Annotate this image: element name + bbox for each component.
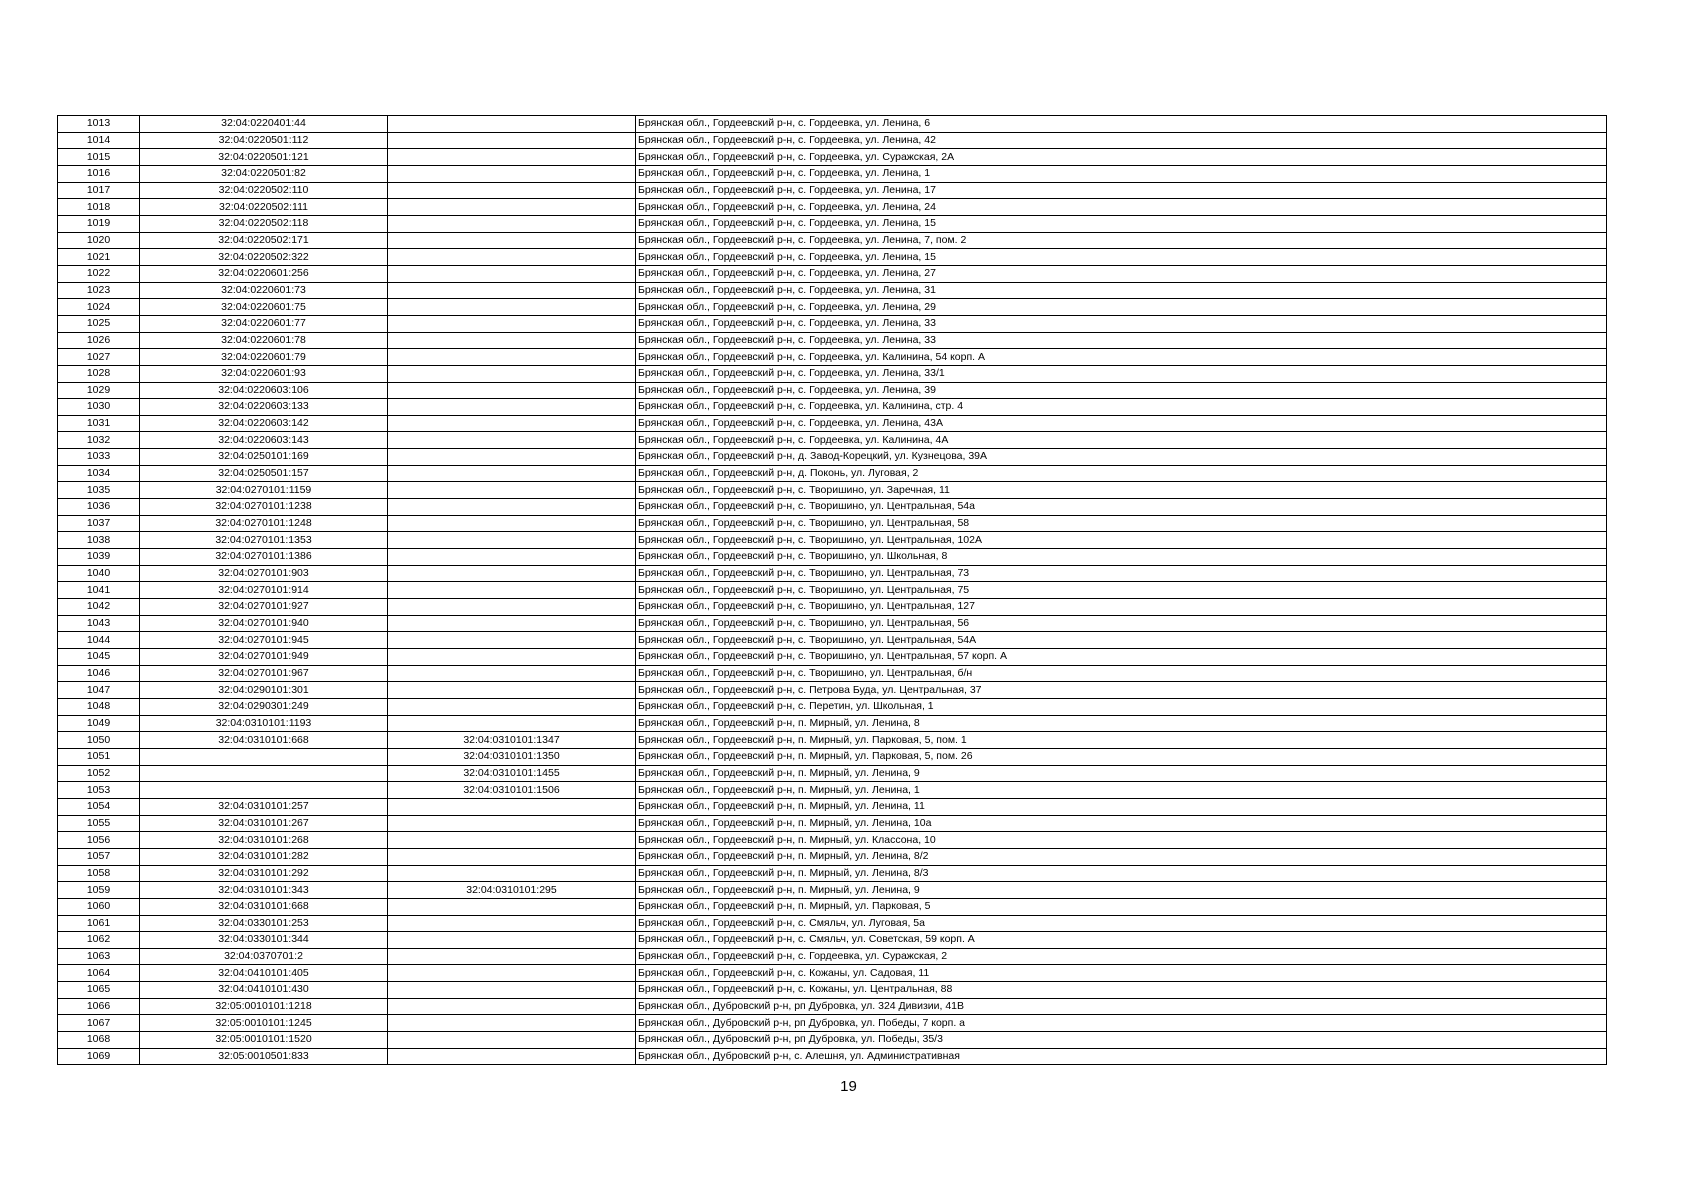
cadastral-number-cell: 32:04:0220603:142 xyxy=(140,415,388,432)
cadastral-number-cell: 32:04:0310101:282 xyxy=(140,848,388,865)
address-cell: Брянская обл., Гордеевский р-н, с. Гордеевка, ул. Ленина, 31 xyxy=(636,282,1607,299)
cadastral-number-cell xyxy=(140,748,388,765)
table-row xyxy=(58,365,1607,382)
registry-table xyxy=(57,115,1607,1065)
row-number-cell: 1043 xyxy=(58,615,140,632)
row-number-cell: 1038 xyxy=(58,532,140,549)
row-number-cell: 1014 xyxy=(58,132,140,149)
address-cell: Брянская обл., Дубровский р-н, рп Дубровка, ул. Победы, 35/3 xyxy=(636,1032,1607,1049)
related-cadastral-number-cell xyxy=(388,682,636,699)
related-cadastral-number-cell xyxy=(388,149,636,166)
address-cell: Брянская обл., Гордеевский р-н, с. Гордеевка, ул. Ленина, 27 xyxy=(636,265,1607,282)
address-cell: Брянская обл., Гордеевский р-н, с. Гордеевка, ул. Ленина, 33/1 xyxy=(636,365,1607,382)
cadastral-number-cell: 32:04:0270101:914 xyxy=(140,582,388,599)
row-number-cell: 1029 xyxy=(58,382,140,399)
address-cell: Брянская обл., Гордеевский р-н, с. Творишино, ул. Центральная, 127 xyxy=(636,599,1607,616)
cadastral-number-cell xyxy=(140,765,388,782)
address-cell: Брянская обл., Гордеевский р-н, с. Гордеевка, ул. Ленина, 33 xyxy=(636,332,1607,349)
cadastral-number-cell: 32:04:0270101:949 xyxy=(140,649,388,666)
cadastral-number-cell: 32:04:0270101:903 xyxy=(140,565,388,582)
table-row xyxy=(58,299,1607,316)
related-cadastral-number-cell xyxy=(388,1032,636,1049)
cadastral-number-cell: 32:04:0270101:1159 xyxy=(140,482,388,499)
table-row xyxy=(58,232,1607,249)
related-cadastral-number-cell xyxy=(388,432,636,449)
cadastral-number-cell: 32:04:0370701:2 xyxy=(140,948,388,965)
related-cadastral-number-cell xyxy=(388,199,636,216)
row-number-cell: 1026 xyxy=(58,332,140,349)
related-cadastral-number-cell xyxy=(388,649,636,666)
row-number-cell: 1024 xyxy=(58,299,140,316)
cadastral-number-cell: 32:04:0220601:73 xyxy=(140,282,388,299)
row-number-cell: 1032 xyxy=(58,432,140,449)
table-row xyxy=(58,532,1607,549)
table-row xyxy=(58,349,1607,366)
address-cell: Брянская обл., Гордеевский р-н, с. Гордеевка, ул. Ленина, 15 xyxy=(636,215,1607,232)
table-row xyxy=(58,449,1607,466)
cadastral-number-cell: 32:04:0270101:1386 xyxy=(140,549,388,566)
address-cell: Брянская обл., Гордеевский р-н, с. Творишино, ул. Центральная, 57 корп. А xyxy=(636,649,1607,666)
address-cell: Брянская обл., Гордеевский р-н, с. Творишино, ул. Центральная, 75 xyxy=(636,582,1607,599)
address-cell: Брянская обл., Гордеевский р-н, п. Мирный, ул. Парковая, 5, пом. 1 xyxy=(636,732,1607,749)
table-row xyxy=(58,399,1607,416)
row-number-cell: 1064 xyxy=(58,965,140,982)
table-row xyxy=(58,315,1607,332)
related-cadastral-number-cell xyxy=(388,998,636,1015)
address-cell: Брянская обл., Гордеевский р-н, с. Гордеевка, ул. Ленина, 15 xyxy=(636,249,1607,266)
table-row xyxy=(58,182,1607,199)
cadastral-number-cell: 32:04:0220601:77 xyxy=(140,315,388,332)
table-row xyxy=(58,282,1607,299)
table-row xyxy=(58,249,1607,266)
address-cell: Брянская обл., Гордеевский р-н, с. Гордеевка, ул. Суражская, 2 xyxy=(636,948,1607,965)
address-cell: Брянская обл., Гордеевский р-н, с. Смяльч, ул. Луговая, 5а xyxy=(636,915,1607,932)
row-number-cell: 1047 xyxy=(58,682,140,699)
address-cell: Брянская обл., Гордеевский р-н, с. Гордеевка, ул. Ленина, 7, пом. 2 xyxy=(636,232,1607,249)
row-number-cell: 1049 xyxy=(58,715,140,732)
cadastral-number-cell: 32:04:0220502:322 xyxy=(140,249,388,266)
table-row xyxy=(58,932,1607,949)
row-number-cell: 1066 xyxy=(58,998,140,1015)
cadastral-number-cell: 32:04:0330101:344 xyxy=(140,932,388,949)
row-number-cell: 1033 xyxy=(58,449,140,466)
cadastral-number-cell: 32:04:0270101:1238 xyxy=(140,499,388,516)
table-row xyxy=(58,515,1607,532)
related-cadastral-number-cell xyxy=(388,382,636,399)
related-cadastral-number-cell xyxy=(388,549,636,566)
table-row xyxy=(58,698,1607,715)
row-number-cell: 1013 xyxy=(58,116,140,133)
related-cadastral-number-cell xyxy=(388,299,636,316)
row-number-cell: 1045 xyxy=(58,649,140,666)
cadastral-number-cell: 32:04:0220603:106 xyxy=(140,382,388,399)
related-cadastral-number-cell xyxy=(388,165,636,182)
address-cell: Брянская обл., Гордеевский р-н, п. Мирный, ул. Ленина, 8/2 xyxy=(636,848,1607,865)
cadastral-number-cell: 32:04:0220502:118 xyxy=(140,215,388,232)
row-number-cell: 1059 xyxy=(58,882,140,899)
row-number-cell: 1019 xyxy=(58,215,140,232)
cadastral-number-cell: 32:04:0270101:940 xyxy=(140,615,388,632)
related-cadastral-number-cell xyxy=(388,915,636,932)
row-number-cell: 1041 xyxy=(58,582,140,599)
table-row xyxy=(58,1015,1607,1032)
cadastral-number-cell: 32:04:0270101:945 xyxy=(140,632,388,649)
cadastral-number-cell: 32:04:0310101:668 xyxy=(140,898,388,915)
table-row xyxy=(58,432,1607,449)
related-cadastral-number-cell xyxy=(388,715,636,732)
related-cadastral-number-cell xyxy=(388,265,636,282)
address-cell: Брянская обл., Гордеевский р-н, п. Мирный, ул. Парковая, 5 xyxy=(636,898,1607,915)
table-row xyxy=(58,132,1607,149)
related-cadastral-number-cell xyxy=(388,349,636,366)
cadastral-number-cell: 32:04:0270101:1353 xyxy=(140,532,388,549)
related-cadastral-number-cell: 32:04:0310101:1347 xyxy=(388,732,636,749)
related-cadastral-number-cell: 32:04:0310101:1350 xyxy=(388,748,636,765)
table-row xyxy=(58,682,1607,699)
row-number-cell: 1051 xyxy=(58,748,140,765)
row-number-cell: 1058 xyxy=(58,865,140,882)
related-cadastral-number-cell xyxy=(388,798,636,815)
cadastral-number-cell: 32:04:0220501:82 xyxy=(140,165,388,182)
address-cell: Брянская обл., Гордеевский р-н, п. Мирный, ул. Ленина, 8 xyxy=(636,715,1607,732)
related-cadastral-number-cell xyxy=(388,532,636,549)
related-cadastral-number-cell: 32:04:0310101:1455 xyxy=(388,765,636,782)
related-cadastral-number-cell xyxy=(388,965,636,982)
related-cadastral-number-cell xyxy=(388,582,636,599)
address-cell: Брянская обл., Гордеевский р-н, п. Мирный, ул. Парковая, 5, пом. 26 xyxy=(636,748,1607,765)
row-number-cell: 1018 xyxy=(58,199,140,216)
cadastral-number-cell: 32:04:0310101:1193 xyxy=(140,715,388,732)
cadastral-number-cell: 32:04:0410101:405 xyxy=(140,965,388,982)
cadastral-number-cell: 32:04:0220401:44 xyxy=(140,116,388,133)
related-cadastral-number-cell xyxy=(388,1048,636,1065)
related-cadastral-number-cell xyxy=(388,449,636,466)
table-row xyxy=(58,116,1607,133)
table-row xyxy=(58,915,1607,932)
address-cell: Брянская обл., Гордеевский р-н, с. Гордеевка, ул. Ленина, 43А xyxy=(636,415,1607,432)
address-cell: Брянская обл., Гордеевский р-н, с. Творишино, ул. Заречная, 11 xyxy=(636,482,1607,499)
cadastral-number-cell: 32:04:0310101:668 xyxy=(140,732,388,749)
row-number-cell: 1067 xyxy=(58,1015,140,1032)
address-cell: Брянская обл., Гордеевский р-н, с. Гордеевка, ул. Калинина, стр. 4 xyxy=(636,399,1607,416)
table-row xyxy=(58,382,1607,399)
table-row xyxy=(58,582,1607,599)
address-cell: Брянская обл., Гордеевский р-н, с. Кожаны, ул. Садовая, 11 xyxy=(636,965,1607,982)
cadastral-number-cell: 32:05:0010501:833 xyxy=(140,1048,388,1065)
related-cadastral-number-cell xyxy=(388,332,636,349)
row-number-cell: 1052 xyxy=(58,765,140,782)
address-cell: Брянская обл., Гордеевский р-н, с. Смяльч, ул. Советская, 59 корп. А xyxy=(636,932,1607,949)
row-number-cell: 1069 xyxy=(58,1048,140,1065)
related-cadastral-number-cell xyxy=(388,482,636,499)
table-row xyxy=(58,599,1607,616)
table-row xyxy=(58,199,1607,216)
related-cadastral-number-cell xyxy=(388,515,636,532)
address-cell: Брянская обл., Гордеевский р-н, п. Мирный, ул. Ленина, 10а xyxy=(636,815,1607,832)
cadastral-number-cell: 32:04:0220601:79 xyxy=(140,349,388,366)
related-cadastral-number-cell xyxy=(388,365,636,382)
related-cadastral-number-cell xyxy=(388,282,636,299)
cadastral-number-cell: 32:04:0220603:143 xyxy=(140,432,388,449)
table-row xyxy=(58,998,1607,1015)
address-cell: Брянская обл., Гордеевский р-н, с. Петрова Буда, ул. Центральная, 37 xyxy=(636,682,1607,699)
address-cell: Брянская обл., Гордеевский р-н, с. Гордеевка, ул. Калинина, 4А xyxy=(636,432,1607,449)
related-cadastral-number-cell xyxy=(388,865,636,882)
table-row xyxy=(58,665,1607,682)
related-cadastral-number-cell: 32:04:0310101:295 xyxy=(388,882,636,899)
row-number-cell: 1034 xyxy=(58,465,140,482)
address-cell: Брянская обл., Гордеевский р-н, п. Мирный, ул. Классона, 10 xyxy=(636,832,1607,849)
table-row xyxy=(58,815,1607,832)
related-cadastral-number-cell xyxy=(388,982,636,999)
table-row xyxy=(58,549,1607,566)
address-cell: Брянская обл., Гордеевский р-н, с. Гордеевка, ул. Ленина, 42 xyxy=(636,132,1607,149)
row-number-cell: 1028 xyxy=(58,365,140,382)
cadastral-number-cell: 32:05:0010101:1520 xyxy=(140,1032,388,1049)
related-cadastral-number-cell xyxy=(388,132,636,149)
cadastral-number-cell: 32:04:0220601:78 xyxy=(140,332,388,349)
row-number-cell: 1039 xyxy=(58,549,140,566)
cadastral-number-cell: 32:04:0250501:157 xyxy=(140,465,388,482)
table-row xyxy=(58,882,1607,899)
related-cadastral-number-cell xyxy=(388,698,636,715)
address-cell: Брянская обл., Гордеевский р-н, с. Творишино, ул. Центральная, 73 xyxy=(636,565,1607,582)
row-number-cell: 1025 xyxy=(58,315,140,332)
row-number-cell: 1053 xyxy=(58,782,140,799)
row-number-cell: 1060 xyxy=(58,898,140,915)
row-number-cell: 1050 xyxy=(58,732,140,749)
address-cell: Брянская обл., Гордеевский р-н, п. Мирный, ул. Ленина, 9 xyxy=(636,765,1607,782)
address-cell: Брянская обл., Гордеевский р-н, с. Гордеевка, ул. Ленина, 29 xyxy=(636,299,1607,316)
related-cadastral-number-cell xyxy=(388,948,636,965)
address-cell: Брянская обл., Гордеевский р-н, п. Мирный, ул. Ленина, 8/3 xyxy=(636,865,1607,882)
address-cell: Брянская обл., Дубровский р-н, с. Алешня, ул. Административная xyxy=(636,1048,1607,1065)
cadastral-number-cell: 32:04:0290101:301 xyxy=(140,682,388,699)
table-row xyxy=(58,765,1607,782)
address-cell: Брянская обл., Гордеевский р-н, с. Гордеевка, ул. Ленина, 24 xyxy=(636,199,1607,216)
row-number-cell: 1063 xyxy=(58,948,140,965)
cadastral-number-cell: 32:04:0220601:256 xyxy=(140,265,388,282)
related-cadastral-number-cell xyxy=(388,632,636,649)
cadastral-number-cell: 32:05:0010101:1245 xyxy=(140,1015,388,1032)
address-cell: Брянская обл., Гордеевский р-н, д. Поконь, ул. Луговая, 2 xyxy=(636,465,1607,482)
cadastral-number-cell: 32:04:0220603:133 xyxy=(140,399,388,416)
row-number-cell: 1044 xyxy=(58,632,140,649)
related-cadastral-number-cell xyxy=(388,182,636,199)
cadastral-number-cell: 32:04:0310101:267 xyxy=(140,815,388,832)
row-number-cell: 1040 xyxy=(58,565,140,582)
related-cadastral-number-cell xyxy=(388,599,636,616)
cadastral-number-cell: 32:04:0220501:121 xyxy=(140,149,388,166)
table-row xyxy=(58,332,1607,349)
cadastral-number-cell: 32:04:0310101:257 xyxy=(140,798,388,815)
row-number-cell: 1065 xyxy=(58,982,140,999)
row-number-cell: 1055 xyxy=(58,815,140,832)
table-row xyxy=(58,482,1607,499)
table-row xyxy=(58,415,1607,432)
address-cell: Брянская обл., Гордеевский р-н, п. Мирный, ул. Ленина, 1 xyxy=(636,782,1607,799)
table-row xyxy=(58,832,1607,849)
related-cadastral-number-cell xyxy=(388,815,636,832)
row-number-cell: 1027 xyxy=(58,349,140,366)
cadastral-number-cell xyxy=(140,782,388,799)
related-cadastral-number-cell xyxy=(388,249,636,266)
row-number-cell: 1036 xyxy=(58,499,140,516)
row-number-cell: 1023 xyxy=(58,282,140,299)
table-row xyxy=(58,149,1607,166)
related-cadastral-number-cell xyxy=(388,415,636,432)
related-cadastral-number-cell xyxy=(388,499,636,516)
related-cadastral-number-cell xyxy=(388,315,636,332)
table-row xyxy=(58,649,1607,666)
table-row xyxy=(58,165,1607,182)
related-cadastral-number-cell xyxy=(388,615,636,632)
address-cell: Брянская обл., Гордеевский р-н, с. Гордеевка, ул. Ленина, 6 xyxy=(636,116,1607,133)
cadastral-number-cell: 32:04:0220601:75 xyxy=(140,299,388,316)
related-cadastral-number-cell xyxy=(388,116,636,133)
related-cadastral-number-cell xyxy=(388,232,636,249)
table-row xyxy=(58,265,1607,282)
table-row xyxy=(58,732,1607,749)
cadastral-number-cell: 32:04:0270101:927 xyxy=(140,599,388,616)
table-row xyxy=(58,982,1607,999)
row-number-cell: 1017 xyxy=(58,182,140,199)
row-number-cell: 1037 xyxy=(58,515,140,532)
row-number-cell: 1022 xyxy=(58,265,140,282)
row-number-cell: 1021 xyxy=(58,249,140,266)
table-row xyxy=(58,1048,1607,1065)
cadastral-number-cell: 32:04:0250101:169 xyxy=(140,449,388,466)
related-cadastral-number-cell xyxy=(388,665,636,682)
table-row xyxy=(58,898,1607,915)
cadastral-number-cell: 32:04:0220601:93 xyxy=(140,365,388,382)
address-cell: Брянская обл., Дубровский р-н, рп Дубровка, ул. 324 Дивизии, 41В xyxy=(636,998,1607,1015)
row-number-cell: 1046 xyxy=(58,665,140,682)
table-row xyxy=(58,965,1607,982)
table-row xyxy=(58,499,1607,516)
table-row xyxy=(58,948,1607,965)
table-row xyxy=(58,565,1607,582)
address-cell: Брянская обл., Гордеевский р-н, с. Творишино, ул. Центральная, 54А xyxy=(636,632,1607,649)
related-cadastral-number-cell xyxy=(388,565,636,582)
cadastral-number-cell: 32:04:0270101:967 xyxy=(140,665,388,682)
address-cell: Брянская обл., Гордеевский р-н, с. Гордеевка, ул. Ленина, 33 xyxy=(636,315,1607,332)
row-number-cell: 1061 xyxy=(58,915,140,932)
related-cadastral-number-cell xyxy=(388,848,636,865)
row-number-cell: 1031 xyxy=(58,415,140,432)
table-row xyxy=(58,615,1607,632)
address-cell: Брянская обл., Гордеевский р-н, п. Мирный, ул. Ленина, 9 xyxy=(636,882,1607,899)
table-row xyxy=(58,215,1607,232)
address-cell: Брянская обл., Гордеевский р-н, п. Мирный, ул. Ленина, 11 xyxy=(636,798,1607,815)
row-number-cell: 1056 xyxy=(58,832,140,849)
cadastral-number-cell: 32:04:0310101:292 xyxy=(140,865,388,882)
table-row xyxy=(58,782,1607,799)
address-cell: Брянская обл., Гордеевский р-н, с. Гордеевка, ул. Калинина, 54 корп. А xyxy=(636,349,1607,366)
table-row xyxy=(58,632,1607,649)
related-cadastral-number-cell xyxy=(388,832,636,849)
cadastral-number-cell: 32:04:0410101:430 xyxy=(140,982,388,999)
table-row xyxy=(58,715,1607,732)
address-cell: Брянская обл., Гордеевский р-н, д. Завод-Корецкий, ул. Кузнецова, 39А xyxy=(636,449,1607,466)
table-row xyxy=(58,798,1607,815)
related-cadastral-number-cell xyxy=(388,1015,636,1032)
row-number-cell: 1015 xyxy=(58,149,140,166)
row-number-cell: 1057 xyxy=(58,848,140,865)
row-number-cell: 1042 xyxy=(58,599,140,616)
row-number-cell: 1068 xyxy=(58,1032,140,1049)
address-cell: Брянская обл., Гордеевский р-н, с. Гордеевка, ул. Ленина, 17 xyxy=(636,182,1607,199)
address-cell: Брянская обл., Гордеевский р-н, с. Творишино, ул. Центральная, 102А xyxy=(636,532,1607,549)
table-row xyxy=(58,848,1607,865)
table-row xyxy=(58,748,1607,765)
cadastral-number-cell: 32:04:0290301:249 xyxy=(140,698,388,715)
row-number-cell: 1016 xyxy=(58,165,140,182)
related-cadastral-number-cell xyxy=(388,215,636,232)
address-cell: Брянская обл., Гордеевский р-н, с. Гордеевка, ул. Суражская, 2А xyxy=(636,149,1607,166)
address-cell: Брянская обл., Гордеевский р-н, с. Гордеевка, ул. Ленина, 1 xyxy=(636,165,1607,182)
cadastral-number-cell: 32:04:0310101:343 xyxy=(140,882,388,899)
address-cell: Брянская обл., Гордеевский р-н, с. Творишино, ул. Школьная, 8 xyxy=(636,549,1607,566)
related-cadastral-number-cell xyxy=(388,399,636,416)
table-row xyxy=(58,1032,1607,1049)
address-cell: Брянская обл., Гордеевский р-н, с. Творишино, ул. Центральная, б/н xyxy=(636,665,1607,682)
table-row xyxy=(58,465,1607,482)
table-row xyxy=(58,865,1607,882)
row-number-cell: 1020 xyxy=(58,232,140,249)
cadastral-number-cell: 32:04:0220501:112 xyxy=(140,132,388,149)
cadastral-number-cell: 32:04:0330101:253 xyxy=(140,915,388,932)
cadastral-number-cell: 32:04:0310101:268 xyxy=(140,832,388,849)
related-cadastral-number-cell xyxy=(388,465,636,482)
address-cell: Брянская обл., Гордеевский р-н, с. Творишино, ул. Центральная, 56 xyxy=(636,615,1607,632)
row-number-cell: 1054 xyxy=(58,798,140,815)
address-cell: Брянская обл., Гордеевский р-н, с. Творишино, ул. Центральная, 54а xyxy=(636,499,1607,516)
address-cell: Брянская обл., Дубровский р-н, рп Дубровка, ул. Победы, 7 корп. а xyxy=(636,1015,1607,1032)
related-cadastral-number-cell xyxy=(388,932,636,949)
row-number-cell: 1030 xyxy=(58,399,140,416)
cadastral-number-cell: 32:04:0220502:171 xyxy=(140,232,388,249)
row-number-cell: 1048 xyxy=(58,698,140,715)
cadastral-number-cell: 32:04:0270101:1248 xyxy=(140,515,388,532)
related-cadastral-number-cell xyxy=(388,898,636,915)
address-cell: Брянская обл., Гордеевский р-н, с. Творишино, ул. Центральная, 58 xyxy=(636,515,1607,532)
address-cell: Брянская обл., Гордеевский р-н, с. Перетин, ул. Школьная, 1 xyxy=(636,698,1607,715)
address-cell: Брянская обл., Гордеевский р-н, с. Кожаны, ул. Центральная, 88 xyxy=(636,982,1607,999)
row-number-cell: 1062 xyxy=(58,932,140,949)
related-cadastral-number-cell: 32:04:0310101:1506 xyxy=(388,782,636,799)
cadastral-number-cell: 32:05:0010101:1218 xyxy=(140,998,388,1015)
row-number-cell: 1035 xyxy=(58,482,140,499)
page-number: 19 xyxy=(840,1078,857,1095)
cadastral-number-cell: 32:04:0220502:111 xyxy=(140,199,388,216)
cadastral-number-cell: 32:04:0220502:110 xyxy=(140,182,388,199)
address-cell: Брянская обл., Гордеевский р-н, с. Гордеевка, ул. Ленина, 39 xyxy=(636,382,1607,399)
registry-table-body xyxy=(58,116,1607,1065)
